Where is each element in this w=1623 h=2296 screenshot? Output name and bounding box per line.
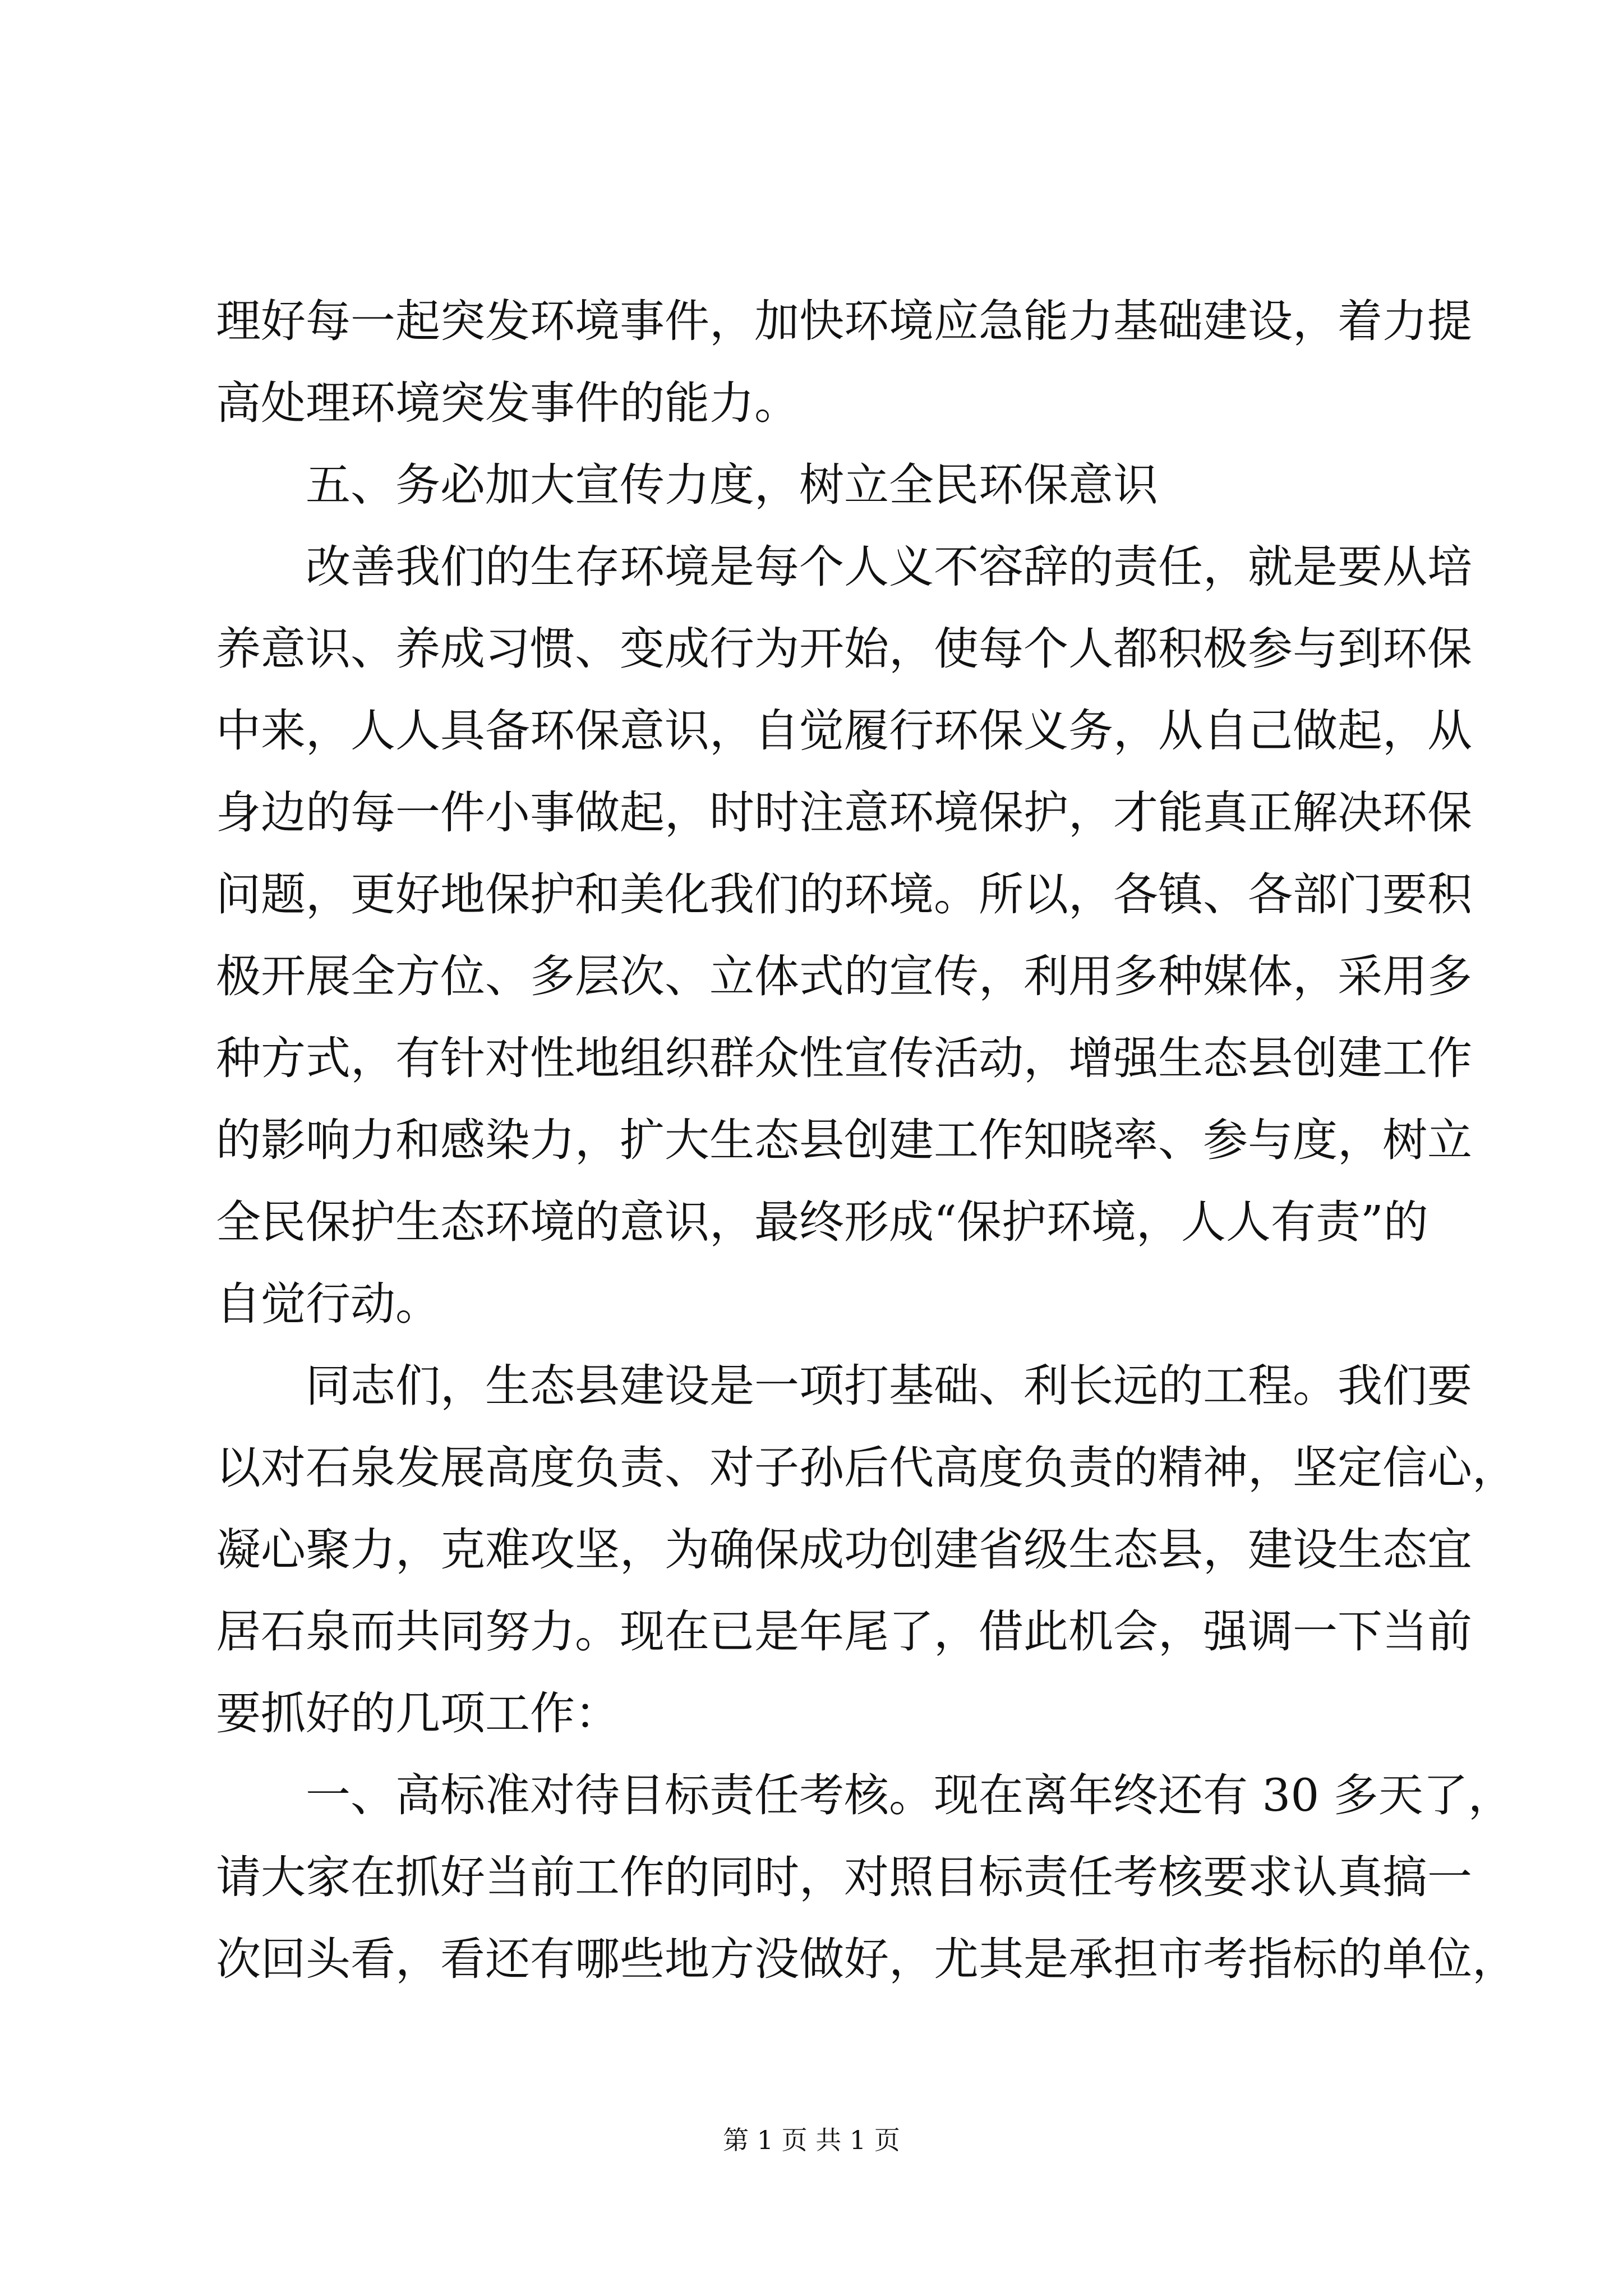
text-line: 种方式，有针对性地组织群众性宣传活动，增强生态县创建工作	[216, 1032, 1472, 1084]
text-line: 请大家在抓好当前工作的同时，对照目标责任考核要求认真搞一	[216, 1851, 1472, 1903]
text-line: 同志们，生态县建设是一项打基础、利长远的工程。我们要	[306, 1360, 1472, 1412]
text-line: 问题，更好地保护和美化我们的环境。所以，各镇、各部门要积	[216, 868, 1472, 921]
section-heading: 五、务必加大宣传力度，树立全民环保意识	[306, 459, 1158, 511]
text-line: 中来，人人具备环保意识，自觉履行环保义务，从自己做起，从	[216, 705, 1472, 757]
text-line: 身边的每一件小事做起，时时注意环境保护，才能真正解决环保	[216, 786, 1472, 839]
document-body	[216, 280, 1517, 2000]
text-line: 一、高标准对待目标责任考核。现在离年终还有 30 多天了，	[306, 1769, 1513, 1821]
text-line: 养意识、养成习惯、变成行为开始，使每个人都积极参与到环保	[216, 623, 1472, 675]
text-line: 的影响力和感染力，扩大生态县创建工作知晓率、参与度，树立	[216, 1114, 1472, 1166]
text-line: 居石泉而共同努力。现在已是年尾了，借此机会，强调一下当前	[216, 1605, 1472, 1658]
text-line: 凝心聚力，克难攻坚，为确保成功创建省级生态县，建设生态宜	[216, 1524, 1472, 1576]
text-line: 全民保护生态环境的意识，最终形成“保护环境，人人有责”的	[216, 1196, 1428, 1248]
text-line: 次回头看，看还有哪些地方没做好，尤其是承担市考指标的单位，	[216, 1933, 1517, 1985]
text-line: 理好每一起突发环境事件，加快环境应急能力基础建设，着力提	[216, 295, 1472, 347]
text-line: 改善我们的生存环境是每个人义不容辞的责任，就是要从培	[306, 541, 1472, 593]
text-line: 要抓好的几项工作：	[216, 1687, 620, 1740]
text-line: 极开展全方位、多层次、立体式的宣传，利用多种媒体，采用多	[216, 950, 1472, 1002]
text-line: 以对石泉发展高度负责、对子孙后代高度负责的精神，坚定信心，	[216, 1442, 1517, 1494]
text-line: 自觉行动。	[216, 1278, 440, 1330]
page-footer: 第 1 页 共 1 页	[723, 2125, 900, 2155]
text-line: 高处理环境突发事件的能力。	[216, 377, 799, 429]
